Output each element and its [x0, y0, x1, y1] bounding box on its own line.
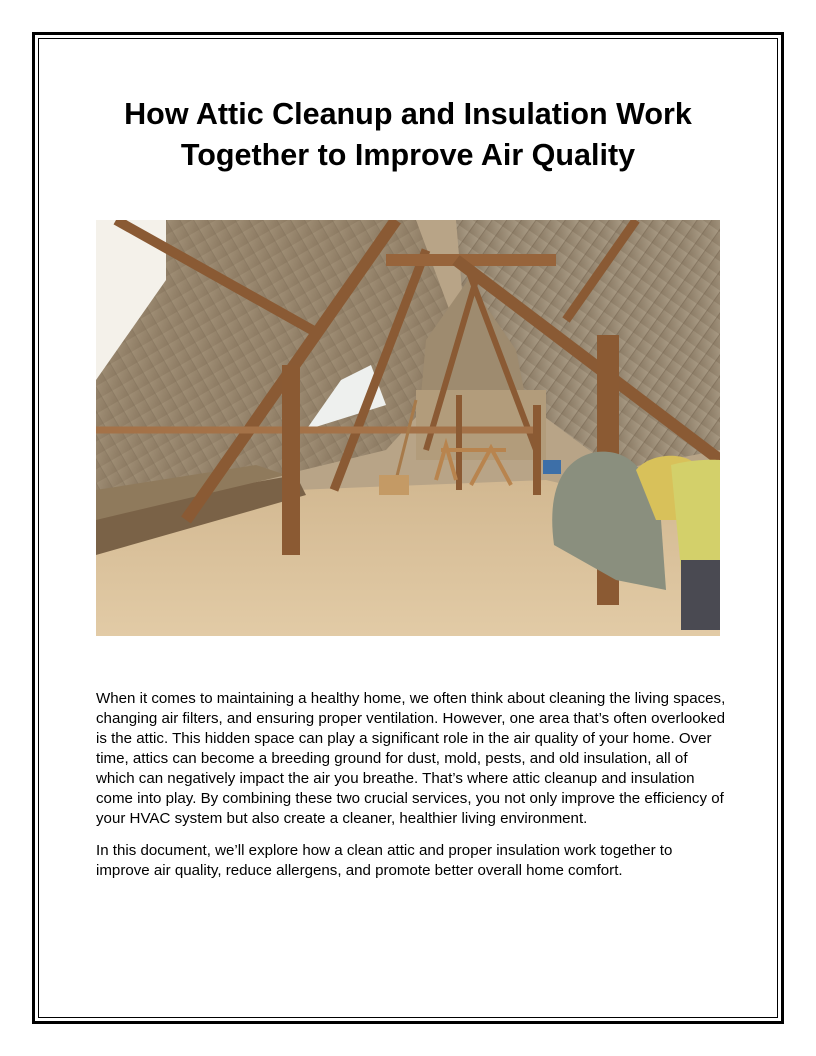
- document-title: How Attic Cleanup and Insulation Work Together to Improve Air Quality: [124, 97, 692, 172]
- intro-paragraph: When it comes to maintaining a healthy home, we often think about cleaning the living spaces, changing air filters, and ensuring proper ventilation. However, one area that’s often overlooked is the attic. This hidden space can play a significant role in the air quality of your home. Over time, attics can become a breeding ground for dust, mold, pests, and old insulation, all of which can negatively impact the air you breathe. That’s where attic cleanup and insulation come into play. By combining these two crucial services, you not only improve the efficiency of your HVAC system but also create a cleaner, healthier living environment.: [96, 690, 726, 827]
- body-text: [96, 689, 726, 893]
- scope-paragraph: In this document, we’ll explore how a clean attic and proper insulation work together to improve air quality, reduce allergens, and promote better overall home comfort.: [96, 842, 673, 879]
- attic-photo: [96, 220, 720, 636]
